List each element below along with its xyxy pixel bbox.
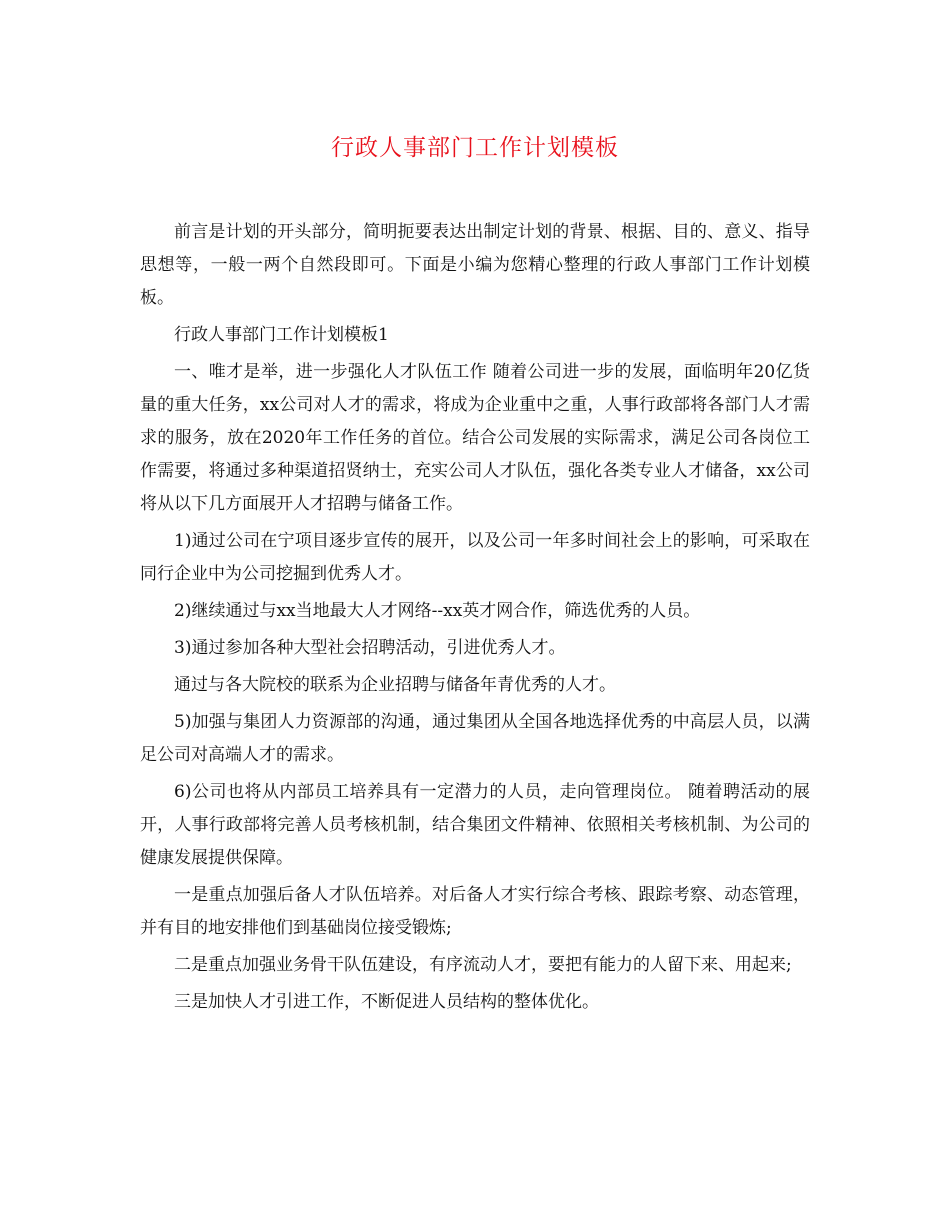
- paragraph-point-3: 三是加快人才引进工作，不断促进人员结构的整体优化。: [174, 992, 599, 1012]
- paragraph-subitem-1: 1)通过公司在宁项目逐步宣传的展开，以及公司一年多时间社会上的影响，可采取在同行企业中为公司挖掘到优秀人才。: [140, 531, 810, 584]
- document-body: [140, 216, 810, 1023]
- document-title: 行政人事部门工作计划模板: [331, 135, 619, 161]
- paragraph-subitem-6: 6)公司也将从内部员工培养具有一定潜力的人员，走向管理岗位。 随着聘活动的展开，人事行政部将完善人员考核机制，结合集团文件精神、依照相关考核机制、为公司的健康发展提供保障。: [140, 782, 810, 868]
- paragraph-subitem-3: 3)通过参加各种大型社会招聘活动，引进优秀人才。: [174, 638, 566, 658]
- paragraph-section-heading: 行政人事部门工作计划模板1: [174, 325, 389, 345]
- paragraph-point-2: 二是重点加强业务骨干队伍建设，有序流动人才，要把有能力的人留下来、用起来;: [174, 955, 792, 975]
- paragraph-subitem-4: 通过与各大院校的联系为企业招聘与储备年青优秀的人才。: [174, 675, 616, 695]
- paragraph-point-1: 一是重点加强后备人才队伍培养。对后备人才实行综合考核、跟踪考察、动态管理，并有目的地安排他们到基础岗位接受锻炼;: [140, 885, 810, 938]
- paragraph-subitem-2: 2)继续通过与xx当地最大人才网络--xx英才网合作，筛选优秀的人员。: [174, 601, 701, 621]
- paragraph-preface: 前言是计划的开头部分，简明扼要表达出制定计划的背景、根据、目的、意义、指导思想等，一般一两个自然段即可。下面是小编为您精心整理的行政人事部门工作计划模板。: [140, 222, 810, 308]
- paragraph-subitem-5: 5)加强与集团人力资源部的沟通，通过集团从全国各地选择优秀的中高层人员，以满足公司对高端人才的需求。: [140, 712, 810, 765]
- paragraph-item-1: 一、唯才是举，进一步强化人才队伍工作 随着公司进一步的发展，面临明年20亿货量的重大任务，xx公司对人才的需求，将成为企业重中之重，人事行政部将各部门人才需求的服务，放在2020年工作任务的首位。结合公司发展的实际需求，满足公司各岗位工作需要，将通过多种渠道招贤纳士，充实公司人才队伍，强化各类专业人才储备，xx公司将从以下几方面展开人才招聘与储备工作。: [140, 362, 810, 514]
